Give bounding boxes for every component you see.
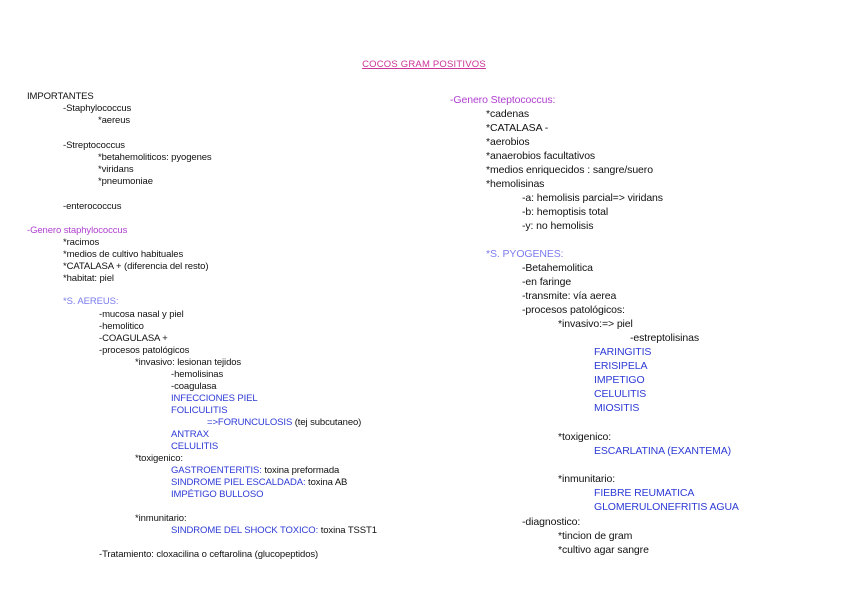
hemolisis-alfa: -a: hemolisis parcial=> viridans bbox=[522, 192, 663, 204]
pyogenes-faringe: -en faringe bbox=[522, 276, 572, 288]
invasivo-forunculosis: =>FORUNCULOSIS bbox=[207, 417, 293, 428]
strep-cadenas: *cadenas bbox=[486, 108, 529, 120]
tox-gastroenteritis-note: toxina preformada bbox=[261, 465, 340, 476]
staph-racimos: *racimos bbox=[63, 237, 100, 248]
pyogenes-procesos: -procesos patológicos: bbox=[522, 304, 625, 316]
aereus-hemolitico: -hemolitico bbox=[99, 321, 144, 332]
heading-s-aereus: *S. AEREUS: bbox=[63, 296, 119, 307]
pyogenes-escarlatina: ESCARLATINA (EXANTEMA) bbox=[594, 445, 732, 457]
aereus-coagulasa: -COAGULASA + bbox=[99, 333, 168, 344]
invasivo-coagulasa: -coagulasa bbox=[171, 381, 217, 392]
heading-genero-streptococcus: -Genero Steptococcus: bbox=[450, 94, 556, 106]
aereus-inmunitario: *inmunitario: bbox=[135, 513, 187, 524]
pyogenes-celulitis: CELULITIS bbox=[594, 388, 647, 400]
aereus-invasivo: *invasivo: lesionan tejidos bbox=[135, 357, 242, 368]
tox-piel-escaldada-note: toxina AB bbox=[305, 477, 348, 488]
tox-piel-escaldada-line bbox=[171, 477, 347, 489]
heading-genero-staphylococcus: -Genero staphylococcus bbox=[27, 225, 128, 236]
item-staphylococcus: -Staphylococcus bbox=[63, 103, 132, 114]
heading-s-pyogenes: *S. PYOGENES: bbox=[486, 248, 564, 260]
pyogenes-faringitis: FARINGITIS bbox=[594, 346, 652, 358]
strep-aerobios: *aerobios bbox=[486, 136, 530, 148]
pyogenes-betahemolitica: -Betahemolitica bbox=[522, 262, 593, 274]
strep-medios: *medios enriquecidos : sangre/suero bbox=[486, 164, 653, 176]
pyogenes-erisipela: ERISIPELA bbox=[594, 360, 648, 372]
invasivo-forunculosis-note: (tej subcutaneo) bbox=[292, 417, 362, 428]
pyogenes-diagnostico: -diagnostico: bbox=[522, 516, 581, 528]
hemolisis-beta: -b: hemoptisis total bbox=[522, 206, 609, 218]
hemolisis-gamma: -y: no hemolisis bbox=[522, 220, 594, 232]
pyogenes-impetigo: IMPETIGO bbox=[594, 374, 645, 386]
invasivo-hemolisinas: -hemolisinas bbox=[171, 369, 224, 380]
invasivo-forunculosis-line bbox=[207, 417, 361, 429]
diagnostico-cultivo: *cultivo agar sangre bbox=[558, 544, 649, 556]
diagnostico-tincion: *tincion de gram bbox=[558, 530, 633, 542]
tox-gastroenteritis-line bbox=[171, 465, 339, 477]
item-streptococcus: -Streptococcus bbox=[63, 140, 125, 151]
strep-anaerobios: *anaerobios facultativos bbox=[486, 150, 596, 162]
invasivo-foliculitis: FOLICULITIS bbox=[171, 405, 228, 416]
staph-catalasa: *CATALASA + (diferencia del resto) bbox=[63, 261, 209, 272]
pyogenes-glomerulonefritis: GLOMERULONEFRITIS AGUA bbox=[594, 501, 739, 513]
invasivo-infecciones-piel: INFECCIONES PIEL bbox=[171, 393, 258, 404]
strep-hemolisinas: *hemolisinas bbox=[486, 178, 545, 190]
pyogenes-invasivo: *invasivo:=> piel bbox=[558, 318, 633, 330]
tox-impetigo-bulloso: IMPÉTIGO BULLOSO bbox=[171, 489, 264, 500]
pyogenes-toxigenico: *toxigenico: bbox=[558, 431, 612, 443]
pyogenes-inmunitario: *inmunitario: bbox=[558, 473, 616, 485]
item-enterococcus: -enterococcus bbox=[63, 201, 122, 212]
inm-shock-toxico-note: toxina TSST1 bbox=[318, 525, 377, 536]
aereus-toxigenico: *toxigenico: bbox=[135, 453, 183, 464]
aereus-tratamiento: -Tratamiento: cloxacilina o ceftarolina (glucopeptidos) bbox=[99, 549, 319, 560]
invasivo-antrax: ANTRAX bbox=[171, 429, 209, 440]
staph-habitat: *habitat: piel bbox=[63, 273, 114, 284]
invasivo-celulitis: CELULITIS bbox=[171, 441, 219, 452]
item-pneumoniae: *pneumoniae bbox=[98, 176, 153, 187]
pyogenes-estreptolisinas: -estreptolisinas bbox=[630, 332, 700, 344]
inm-shock-toxico-line bbox=[171, 525, 377, 537]
item-viridans: *viridans bbox=[98, 164, 134, 175]
tox-gastroenteritis: GASTROENTERITIS: bbox=[171, 465, 262, 476]
pyogenes-transmite: -transmite: vía aerea bbox=[522, 290, 617, 302]
aereus-procesos: -procesos patológicos bbox=[99, 345, 190, 356]
page-title: COCOS GRAM POSITIVOS bbox=[362, 59, 486, 70]
inm-shock-toxico: SINDROME DEL SHOCK TOXICO: bbox=[171, 525, 319, 536]
pyogenes-fiebre-reumatica: FIEBRE REUMATICA bbox=[594, 487, 695, 499]
item-betahemoliticos: *betahemoliticos: pyogenes bbox=[98, 152, 212, 163]
strep-catalasa: *CATALASA - bbox=[486, 122, 549, 134]
tox-piel-escaldada: SINDROME PIEL ESCALDADA: bbox=[171, 477, 306, 488]
heading-importantes: IMPORTANTES bbox=[27, 91, 94, 102]
pyogenes-miositis: MIOSITIS bbox=[594, 402, 640, 414]
item-aereus: *aereus bbox=[98, 115, 131, 126]
staph-medios: *medios de cultivo habituales bbox=[63, 249, 184, 260]
aereus-mucosa: -mucosa nasal y piel bbox=[99, 309, 184, 320]
